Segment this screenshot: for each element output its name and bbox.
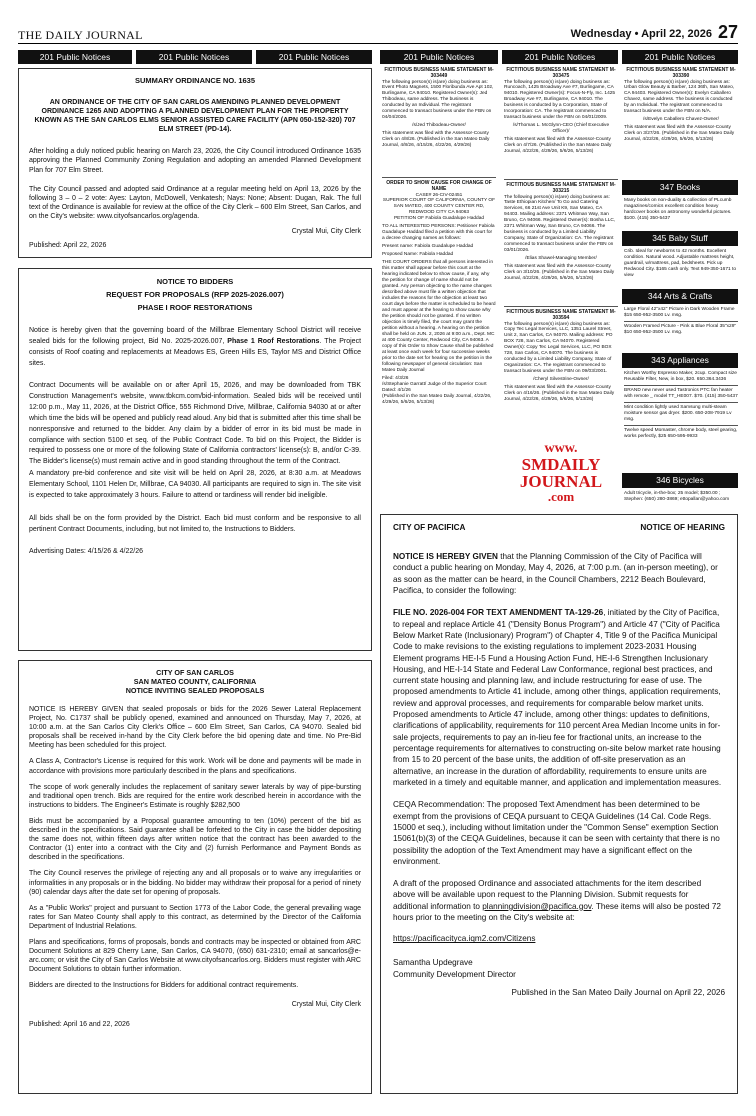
osc-text: Proposed Name: Fabiola Haddad: [382, 252, 454, 258]
classified-ad: BRAND new never used Tastronics PTC fan heater with remote _ model TT_HE007. $70. (415) 350-5437: [624, 387, 738, 399]
fbn-column-4: [382, 67, 496, 151]
section-header-appliances: 343 Appliances: [622, 353, 738, 368]
issue-date: Wednesday • April 22, 2026: [570, 28, 712, 40]
san-carlos-published: Published: April 16 and 22, 2026: [29, 1020, 130, 1028]
fbn-text: This statement was filed with the Assessor-County Clerk on 4/16/26. (Published in the San Mateo Daily Journal, 4/22/26, 4/29/26, 5/6/26, 5/13/26): [504, 385, 615, 403]
appliance-ads: [624, 371, 738, 442]
classified-ad: Adult tricycle, in-the-box; 25 model; $350.00 ; Stephen: (650) 280-3869; ettopallan@yahoo.com: [624, 491, 730, 502]
bidders-paragraph: Contract Documents will be available on or after April 15, 2026, and may be downloaded from TBK Construction Management's website, www.tbkcm.com/bid-information. Sealed bids will be received until 12:00 p.m., May 11, 2026, at the District Office, 555 Richmond Drive, Millbrae, California 94030 at or after which time the bids will be opened and publicly read aloud. Any bid that is submitted after this time shall be nonresponsive and returned to the bidder. Any claim by a bidder of error in its bid must be made in compliance with section 5100 et seq. of the Public Contract Code. To bid on this Project, the Bidder is required to possess one or more of the following State of California contractors' license(s): B, and/or C-39. The Bidder's license(s) must remain active and in good standing throughout the term of the Contract.: [29, 382, 361, 466]
fbn-signature: /Cheryl Silvestrine-Owner/: [533, 377, 589, 383]
bidders-phase: PHASE I ROOF RESTORATIONS: [137, 303, 253, 312]
bidders-paragraph: A mandatory pre-bid conference and site visit will be held on April 28, 2026, at 8:30 a.m. at Meadows Elementary School, 1101 Helen Dr, Millbrae, CA 94030. All participants are required to sign in. The site visit is expected to take approximately 3 hours. Failure to attend or tardiness will render bid ineligible.: [29, 470, 361, 499]
san-carlos-paragraph: Plans and specifications, forms of proposals, bonds and contracts may be inspected or obtained from ARC Document Solutions at 829 Cherry Lane, San Carlos, CA 94070, (650) 631-2310; email at sancarlos@e-arc.com; or visit the City of San Carlos Website at www.cityofsancarlos.org. Bidders must register with ARC Document Solutions to obtain further information.: [29, 938, 361, 974]
fbn-text: The following person(s) is(are) doing business as: Event Photo Magnets, 1500 Floribunda Ave Apt 102, Burlingame, CA 94010. Registered Owner(s): Jed Thibodeau, same address. The business is conducted by an Individual. The registrant commenced to transact business under the FBN on 04/04/2026.: [382, 79, 494, 121]
section-header-public-notices: 201 Public Notices: [502, 50, 618, 64]
ordinance-notice: [18, 68, 372, 258]
san-carlos-county: SAN MATEO COUNTY, CALIFORNIA: [133, 677, 257, 686]
fbn-signature: /s/Jed Thibodeau-Owner/: [412, 123, 466, 129]
arts-ads: [624, 307, 738, 338]
san-carlos-paragraph: The City Council reserves the privilege of rejecting any and all proposals or to waive any irregularities or informalities in any proposals or in the bidding. No bidder may withdraw their proposal for a period of ninety (90) calendar days after the date set for opening of proposals.: [29, 870, 361, 896]
osc-text: THE COURT ORDERS that all persons interested in this matter shall appear before this court at the hearing indicated below to show cause, if any, why the petition for change of name should not be granted. Any person objecting to the name changes described above must file a written objection that includes the reasons for the objection at least two court days before the matter is scheduled to be heard and must appear at the hearing to show cause why the petition should not be granted. If no written objection is timely filed, the court may grant the petition without a hearing. A hearing on the petition shall be held on JUN. 2, 2026 at 9:00 a.m., Dept. MC at 400 County Center, Redwood City, CA 94063. A copy of this Order to Show Cause shall be published at least once each week for four successive weeks prior to the date set for hearing on the petition in the following newspaper of general circulation: San Mateo Daily Journal: [382, 260, 496, 374]
fbn-text: The following person(s) is(are) doing business as: Copy Tec Legal Services, LLC, 1351 Laurel Street, Unit 2, San Carlos, CA 94070. Mailing address: PO BOX 728, San Carlos, CA 94070. Registered Owner(s): Copy Tec Legal Services, LLC, PO BOX 728, San Carlos, CA 94070. The business is conducted by a Limited Liability Company, State of Organization: CA. The registrant commenced to transact business under the FBN on 09/03/2001.: [504, 321, 613, 375]
bidders-paragraph: Notice is hereby given that the governing board of the Millbrae Elementary School District will receive sealed bids for the following project, Bid No. 2025-2026.007, Phase 1 Roof Restorations. The Project consists of Roof coating and replacements at Meadows ES, Green Hills ES, Taylor MS and District Office sites.: [29, 327, 362, 367]
ordinance-paragraph: After holding a duly noticed public hearing on March 23, 2026, the City Council introduced Ordinance 1635 approving the Planned Community Zoning Regulation and adopting an amended Planned Development Plan for 707 Elm Street.: [29, 148, 361, 174]
divider: [504, 306, 618, 307]
pacifica-notice-title: NOTICE OF HEARING: [640, 523, 725, 532]
books-ads: [624, 198, 738, 224]
fbn-text: This statement was filed with the Assessor-County Clerk on 4/8/26. (Published in the San Mateo Daily Journal, 4/8/26, 4/15/26, 4/22/26, 4/29/26): [382, 131, 490, 149]
section-header-public-notices: 201 Public Notices: [380, 50, 498, 64]
section-header-public-notices: 201 Public Notices: [256, 50, 372, 64]
pacifica-paragraph: NOTICE IS HEREBY GIVEN that the Planning Commission of the City of Pacifica will conduct a public hearing on Monday, May 4, 2026, at 7:00 p.m. (an in-person meeting), or as soon as the matter can be heard, in the Council Chambers, 2212 Beach Boulevard, Pacifica, to consider the following:: [393, 552, 718, 595]
smdailyjournal-logo: www. SMDAILY JOURNAL .com: [519, 441, 603, 504]
bicycle-ads: [624, 491, 738, 505]
bidders-paragraph: All bids shall be on the form provided by the District. Each bid must conform and be responsive to all pertinent Contract Documents, including, but not limited to, the Instructions to Bidders.: [29, 514, 361, 533]
bidders-subtitle: REQUEST FOR PROPOSALS (RFP 2025-2026.007): [106, 290, 284, 299]
pacifica-published: Published in the San Mateo Daily Journal on April 22, 2026: [511, 988, 725, 998]
ordinance-heading: AN ORDINANCE OF THE CITY OF SAN CARLOS AMENDING PLANNED DEVELOPMENT ORDINANCE 1265 AND ADOPTING A PLANNED DEVELOPMENT PLAN FOR THE PROPERTY KNOWN AS THE SAN CARLOS ELMS SENIOR ASSISTED CARE FACILITY (APN 050-152-320) 707 ELM STREET (PD-14).: [34, 99, 356, 134]
classified-ad: Many books on non-duality & collection of PLcumb magazines/comics excellent condition heavy hardcover books on astronomy wonderful pictures. $100. (415) 350-5437: [624, 198, 732, 221]
osc-case: CASE# 26-CIV-02451: [415, 192, 463, 198]
pacifica-paragraph: CEQA Recommendation: The proposed Text Amendment has been determined to be exempt from the provisions of CEQA pursuant to CEQA Guidelines (14 Cal. Code Regs. 15000 et seq.), including without limitation under the "Common Sense" exemption Section 15061(b)(3) of the CEQA Guidelines, because it can be seen with certainty that there is no possibility the adoption of the Text Amendment may have a significant effect on the environment.: [393, 800, 720, 866]
san-carlos-title: CITY OF SAN CARLOS: [156, 668, 234, 677]
osc-court: SUPERIOR COURT OF CALIFORNIA, COUNTY OF SAN MATEO, 400 COUNTY CENTER RD, REDWOOD CITY CA 94063: [382, 198, 496, 216]
classified-ad: Wooden Framed Picture - Pink & Blue Floral 35"x29" $10 650-952-3500 Lv. msg.: [624, 323, 737, 335]
pacifica-city: CITY OF PACIFICA: [393, 523, 466, 532]
pacifica-paragraph: A draft of the proposed Ordinance and associated attachments for the item described above will be available upon request to the Planning Division. Submit requests for additional information to planningdivision@pacifica.gov. These items will also be posted 72 hours prior to the meeting on the City's website at:: [393, 879, 721, 923]
fbn-text: This statement was filed with the Assessor-County Clerk on 3/27/26. (Published in the San Mateo Daily Journal, 4/22/26, 4/29/26, 5/6/26, 5/13/26): [624, 125, 735, 143]
bidders-ad-dates: Advertising Dates: 4/15/26 & 4/22/26: [29, 548, 144, 556]
san-carlos-signature: Crystal Mui, City Clerk: [291, 1001, 361, 1009]
pacifica-paragraph: FILE NO. 2026-004 FOR TEXT AMENDMENT TA-129-26, initiated by the City of Pacifica, to repeal and replace Article 41 ("Density Bonus Program") and Article 47 ("City of Pacifica Below Market Rate (Inclusionary) Program") of Chapter 4, Title 9 of the Pacifica Municipal Code to make revisions to the existing regulations to implement 2023-2031 Housing Element programs HE-I-5 Fund a Housing Action Fund, HE-I-6 Strengthen Inclusionary Housing, and HE-I-14 State and Federal Law Conformance, regional best practices, and current state housing and planning law, and include restructuring for ease of use. The proposed amendments to Article 41 include, among other things, application requirements, review and approval processes, and requirements for comparable below market units. Proposed amendments to Article 47 include, among other things: updates to definitions, clarifications of applicability, requirements for 110 percent Area Median Income units in for-sale projects, requirements to pay an in-lieu fee for fractional units, an increase to the percentage requirements for alternatives to constructing on-site below market rate housing from 15 to 20 percent of the base units, the addition of off-site preservation as an alternative, an increase in the duration of affordability, requirements to ensure units are marketed in a timely and equitable manner, and application and implementation measures.: [393, 608, 722, 787]
ordinance-published: Published: April 22, 2026: [29, 242, 107, 250]
fbn-signature: /Elias Shawel-Managing Member/: [525, 256, 597, 262]
bidders-notice: [18, 268, 372, 651]
fbn-column-6: [624, 67, 738, 145]
baby-ads: [624, 249, 738, 281]
divider: [504, 179, 618, 180]
fbn-title: FICTITIOUS BUSINESS NAME STATEMENT M-303215: [506, 182, 616, 195]
san-carlos-paragraph: NOTICE IS HEREBY GIVEN that sealed proposals or bids for the 2026 Sewer Lateral Replacement Project, No. C1737 shall be publicly opened, examined and announced on Thursday, May 7, 2026, at 10:00 a.m. at the San Carlos City Clerk's Office – 600 Elm Street, San Carlos, CA 94070. Sealed bid proposals shall be received in-hand by the City Clerk before the bid opening date and time. No Pre-Bid Meeting has been scheduled for this project.: [29, 706, 361, 750]
san-carlos-paragraph: Bidders are directed to the Instructions for Bidders for additional contract requirements.: [29, 982, 299, 990]
masthead: [18, 22, 738, 44]
san-carlos-paragraph: As a "Public Works" project and pursuant to Section 1773 of the Labor Code, the general prevailing wage rates for San Mateo County shall apply to this contract, as determined by the Director of the California Department of Industrial Relations.: [29, 904, 361, 930]
pacifica-hearing-notice: [380, 514, 738, 1094]
san-carlos-notice: [18, 660, 372, 1094]
osc-published: (Published in the San Mateo Daily Journal, 4/22/26, 4/29/26, 5/6/26, 5/13/26): [382, 394, 492, 405]
fbn-title: FICTITIOUS BUSINESS NAME STATEMENT M-303390: [626, 67, 736, 80]
san-carlos-paragraph: The scope of work generally includes the replacement of sanitary sewer laterals by way of pipe-bursting and traditional open trench. Bids are required for the entire work described herein in accordance with the instructions to bidders. The Engineer's Estimate is roughly $282,500: [29, 783, 361, 809]
pacifica-signatory-title: Community Development Director: [393, 969, 516, 979]
fbn-column-5: [504, 182, 618, 284]
classified-ad: Twelve speed Momaster, chrome body, steel gearing, works perfectly, $25 650-595-9933: [624, 427, 738, 439]
osc-title: ORDER TO SHOW CAUSE FOR CHANGE OF NAME: [386, 180, 492, 193]
classified-ad: Large Floral 42"x42" Picture in Dark Wooden Frame $15 650-952-3500 Lv. msg.: [624, 307, 735, 318]
fbn-text: The following person(s) is(are) doing business as: Urban Glow Beauty & Barber, 124 36th, San Mateo, CA 94403. Registered Owner(s): Evelyn Caballero Chavez, same address. The business is conducted by an Individual. The registrant commenced to transact business under the FBN on N/A.: [624, 79, 735, 115]
section-header-public-notices: 201 Public Notices: [136, 50, 252, 64]
fbn-title: FICTITIOUS BUSINESS NAME STATEMENT M-303594: [506, 309, 616, 322]
osc-text: TO ALL INTERESTED PERSONS: Petitioner Fabiola Guadalupe Haddad filed a petition with this court for a decree changing names as follows:: [382, 224, 495, 242]
fbn-title: FICTITIOUS BUSINESS NAME STATEMENT M-303449: [384, 67, 494, 80]
section-header-public-notices: 201 Public Notices: [622, 50, 738, 64]
osc-filed: Filed: 4/3/26: [382, 376, 409, 382]
classified-ad: Mint condition lightly used Samsung multi-steam moisture sensor gas dryer. $200. 650-208-7919 Lv msg.: [624, 404, 732, 422]
newspaper-name: THE DAILY JOURNAL: [18, 28, 143, 42]
ordinance-signature: Crystal Mui, City Clerk: [291, 228, 361, 236]
section-header-books: 347 Books: [622, 180, 738, 195]
fbn-signature: /s/Thomas L. McGlynn-CEO (Chief Executive Officer)/: [512, 123, 610, 135]
fbn-signature: /s/Evelyn Caballero Chavez-Owner/: [643, 117, 719, 123]
page-number: 27: [717, 22, 738, 42]
pacifica-signatory: Samantha Updegrave: [393, 958, 473, 968]
classified-ad: Kitchen Worthy Espresso Maker, 2cup. Compact size Reusable Filter, New, in box, $20. 650.364.3436: [624, 371, 737, 382]
osc-petition: PETITION OF Fabiola Guadalupe Haddad: [393, 216, 485, 222]
name-change-notice: [382, 180, 496, 408]
osc-text: Present name: Fabiola Guadalupe Haddad: [382, 244, 474, 250]
planning-email-link[interactable]: planningdivision@pacifica.gov: [482, 901, 592, 911]
san-carlos-paragraph: Bids must be accompanied by a Proposal guarantee amounting to ten (10%) percent of the bid as described in the specifications. Said guarantee shall be forfeited to the City in case the bidder depositing the same does not, within fifteen days after written notice that the contract has been awarded to the Contractor (1) enter into a contract with the City and (2) furnish Performance and Payment Bonds as described in the specifications.: [29, 817, 361, 862]
section-header-baby-stuff: 345 Baby Stuff: [622, 231, 738, 246]
section-header-arts-crafts: 344 Arts & Crafts: [622, 289, 738, 304]
fbn-text: This statement was filed with the Assessor-County Clerk on 3/10/26. (Published in the San Mateo Daily Journal, 4/22/26, 4/29/26, 5/6/26, 5/13/26): [504, 264, 615, 282]
ordinance-paragraph: The City Council passed and adopted said Ordinance at a regular meeting held on April 13, 2026 by the following 3 – 0 – 2 vote: Ayes: Layton, McDowell, Venkatesh; Nays: None; Absent: Dugan, Rak. The full text of the Ordinance is available for review at the office of the City Clerk – 600 Elm Street, San Carlos, and on the City's website: www.cityofsancarlos.org/agenda.: [29, 185, 361, 220]
classified-ad: Crib. Ideal for newborns to 42 months. Excellent condition. Natural wood. Adjustable mattress height, guardrail, w/mattress, pad, bedsheets. Pick up Redwood City. $165 cash only. Text 949-350-1671 to view: [624, 249, 736, 278]
section-header-bicycles: 346 Bicycles: [622, 473, 738, 488]
san-carlos-paragraph: A Class A, Contractor's License is required for this work. Work will be done and payments will be made in accordance with provisions more particularly described in the plans and specifications.: [29, 758, 361, 775]
pacifica-website-link[interactable]: https://pacificacityca.iqm2.com/Citizens: [393, 934, 536, 944]
ordinance-title: SUMMARY ORDINANCE NO. 1635: [134, 76, 256, 85]
fbn-text: The following person(s) is(are) doing business as: Runcoach, 1425 Broadway Ave #7, Burlingame, CA 94010. Registered Owner(s): Focus-N-Fly, Inc. 1425 Broadway Ave #7, Burlingame, CA 94010. The business is conducted by a Corporation, State of Incorporation: CA. The registrant commenced to transact business under the FBN on 04/01/2009.: [504, 79, 616, 121]
fbn-text: This statement was filed with the Assessor-County Clerk on 4/7/26. (Published in the San Mateo Daily Journal, 4/22/26, 4/29/26, 5/6/26, 5/13/26): [504, 137, 612, 155]
divider: [382, 177, 496, 178]
bidders-title: NOTICE TO BIDDERS: [156, 277, 234, 286]
san-carlos-subtitle: NOTICE INVITING SEALED PROPOSALS: [125, 686, 265, 695]
fbn-title: FICTITIOUS BUSINESS NAME STATEMENT M-303475: [506, 67, 616, 80]
fbn-column-5: [504, 67, 618, 157]
section-header-public-notices: 201 Public Notices: [18, 50, 132, 64]
fbn-text: The following person(s) is(are) doing business as: Taste Ethiopian Kitchen/ To Go and Catering Services, 66 21st Ave Unit K9, San Mateo, CA 94403. Mailing address: 2371 Whitman Way, San Bruno, CA 94066. Registered Owner(s): Bosha LLC, 2371 Whitman Way, San Bruno, CA 94066. The business is conducted by a Limited Liability Company, State of Organization: CA. The registrant commenced to transact business under the FBN on 03/01/2026.: [504, 194, 616, 254]
osc-judge: /s/Stephanie Garratt/ Judge of the Superior Court Dated: 4/1/26: [382, 382, 487, 394]
fbn-column-5: [504, 309, 618, 405]
